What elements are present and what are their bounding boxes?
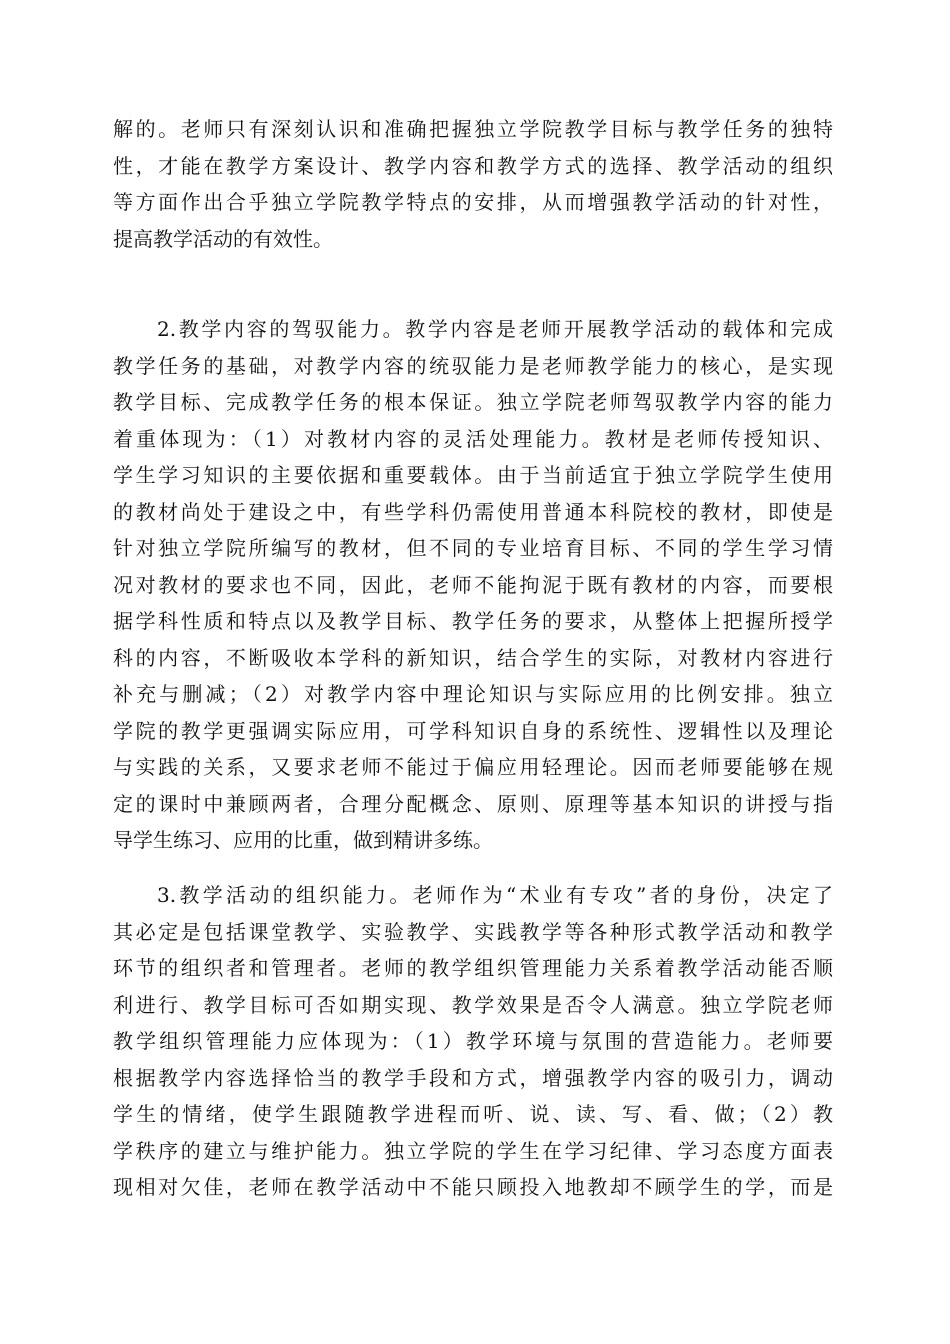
paragraph-line: 着重体现为：（1）对教材内容的灵活处理能力。教材是老师传授知识、 — [113, 426, 833, 451]
paragraph-teaching-organization — [113, 877, 833, 1206]
paragraph-line: 现相对欠佳，老师在教学活动中不能只顾投入地教却不顾学生的学，而是 — [113, 1175, 833, 1199]
paragraph-line: 2.教学内容的驾驭能力。教学内容是老师开展教学活动的载体和完成 — [157, 317, 833, 341]
paragraph-line: 据学科性质和特点以及教学目标、教学任务的要求，从整体上把握所授学 — [113, 609, 833, 633]
paragraph-line: 学秩序的建立与维护能力。独立学院的学生在学习纪律、学习态度方面表 — [113, 1138, 833, 1163]
paragraph-line: 导学生练习、应用的比重，做到精讲多练。 — [113, 828, 493, 852]
paragraph-line: 等方面作出合乎独立学院教学特点的安排，从而增强教学活动的针对性， — [113, 190, 833, 214]
paragraph-line: 与实践的关系，又要求老师不能过于偏应用轻理论。因而老师要能够在规 — [113, 755, 833, 779]
paragraph-line: 学院的教学更强调实际应用，可学科知识自身的系统性、逻辑性以及理论 — [113, 718, 833, 743]
paragraph-line: 补充与删减；（2）对教学内容中理论知识与实际应用的比例安排。独立 — [113, 682, 833, 706]
paragraph-continuation — [113, 111, 833, 257]
paragraph-line: 针对独立学院所编写的教材，但不同的专业培育目标、不同的学生学习情 — [113, 536, 833, 560]
paragraph-line: 教学任务的基础，对教学内容的统驭能力是老师教学能力的核心，是实现 — [113, 353, 833, 378]
paragraph-line: 况对教材的要求也不同，因此，老师不能拘泥于既有教材的内容，而要根 — [113, 572, 833, 597]
paragraph-line: 环节的组织者和管理者。老师的教学组织管理能力关系着教学活动能否顺 — [113, 956, 833, 980]
paragraph-line: 学生的情绪，使学生跟随教学进程而听、说、读、写、看、做；（2）教 — [113, 1102, 833, 1126]
paragraph-line: 3.教学活动的组织能力。老师作为“术业有专攻”者的身份，决定了 — [157, 883, 833, 907]
paragraph-line: 定的课时中兼顾两者，合理分配概念、原则、原理等基本知识的讲授与指 — [113, 791, 833, 816]
paragraph-line: 其必定是包括课堂教学、实验教学、实践教学等各种形式教学活动和教学 — [113, 919, 833, 944]
paragraph-line: 利进行、教学目标可否如期实现、教学效果是否令人满意。独立学院老师 — [113, 992, 833, 1017]
paragraph-line: 性，才能在教学方案设计、教学内容和教学方式的选择、教学活动的组织 — [113, 153, 833, 178]
paragraph-line: 提高教学活动的有效性。 — [113, 226, 333, 251]
paragraph-line: 的教材尚处于建设之中，有些学科仍需使用普通本科院校的教材，即使是 — [113, 499, 833, 524]
paragraph-line: 科的内容，不断吸收本学科的新知识，结合学生的实际，对教材内容进行 — [113, 645, 833, 670]
paragraph-line: 根据教学内容选择恰当的教学手段和方式，增强教学内容的吸引力，调动 — [113, 1065, 833, 1090]
paragraph-line: 教学组织管理能力应体现为：（1）教学环境与氛围的营造能力。老师要 — [113, 1029, 833, 1053]
paragraph-line: 解的。老师只有深刻认识和准确把握独立学院教学目标与教学任务的独特 — [113, 117, 833, 141]
paragraph-line: 学生学习知识的主要依据和重要载体。由于当前适宜于独立学院学生使用 — [113, 463, 833, 487]
paragraph-line: 教学目标、完成教学任务的根本保证。独立学院老师驾驭教学内容的能力 — [113, 390, 833, 414]
paragraph-teaching-content — [113, 311, 833, 859]
